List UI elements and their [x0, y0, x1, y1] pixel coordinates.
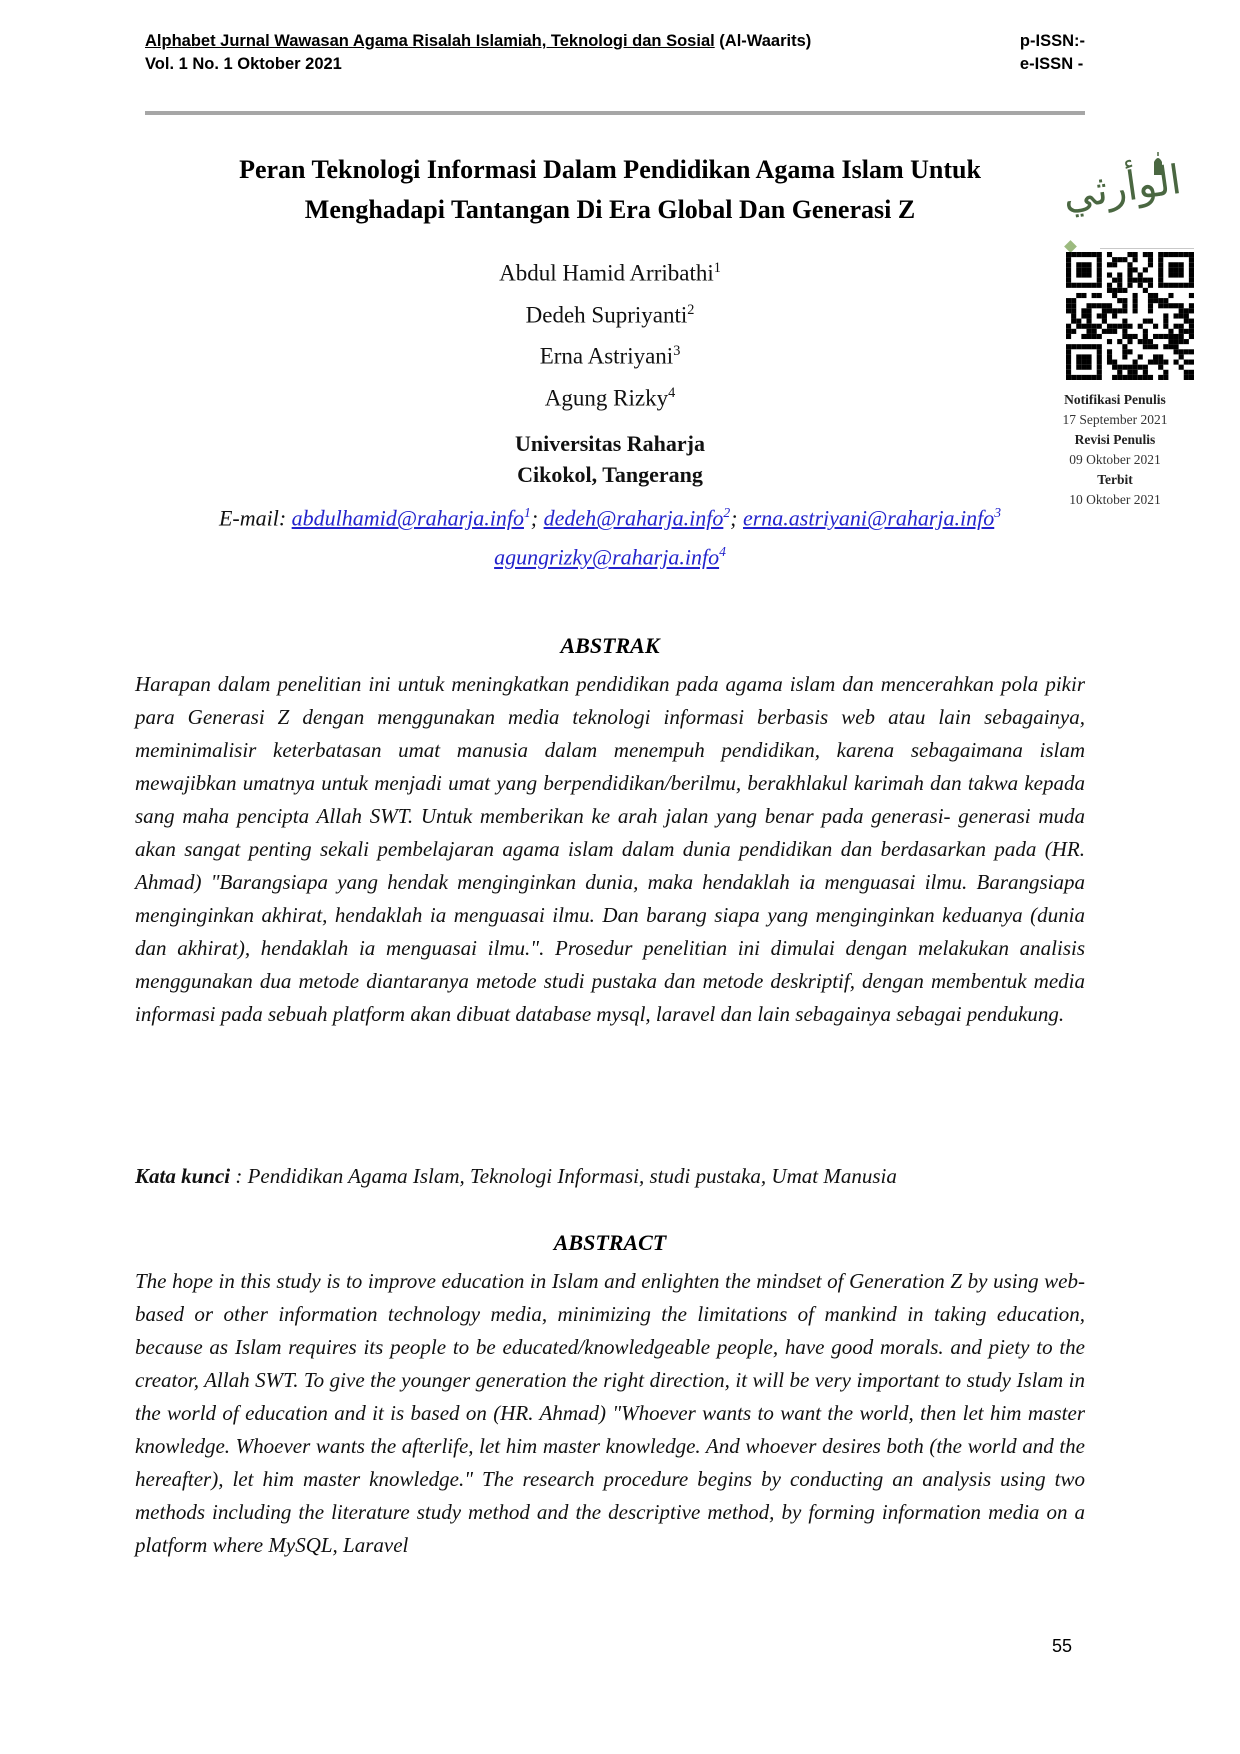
keywords-list: : Pendidikan Agama Islam, Teknologi Informasi, studi pustaka, Umat Manusia	[230, 1164, 897, 1188]
affiliation-university: Universitas Raharja	[514, 431, 706, 456]
date-value-revisi: 09 Oktober 2021	[1069, 452, 1161, 467]
logo-calligraphy: الوأرثي	[1059, 156, 1185, 220]
email-address-3: erna.astriyani@raharja.info	[742, 505, 995, 531]
issn-block	[1020, 30, 1085, 76]
author-list	[135, 250, 1085, 417]
email-sup-2: 2	[723, 505, 731, 520]
author-3	[135, 333, 1085, 375]
author-1	[135, 250, 1085, 292]
email-sup-1: 1	[523, 505, 531, 520]
date-label-terbit: Terbit	[1097, 472, 1133, 487]
author-2-name: Dedeh Supriyanti	[525, 302, 688, 328]
email-link-4[interactable]	[494, 545, 719, 570]
date-label-notifikasi: Notifikasi Penulis	[1064, 392, 1166, 407]
e-issn: e-ISSN -	[1019, 55, 1084, 73]
journal-title-suffix: (Al-Waarits)	[714, 32, 812, 50]
author-1-name: Abdul Hamid Arribathi	[499, 260, 714, 286]
abstrak-heading: ABSTRAK	[560, 633, 660, 658]
keywords-line	[135, 1160, 1085, 1193]
author-4-sup: 4	[668, 384, 676, 401]
email-address-1: abdulhamid@raharja.info	[291, 505, 524, 531]
date-value-notifikasi: 17 September 2021	[1062, 412, 1168, 427]
author-2-sup: 2	[687, 301, 695, 318]
email-line-2	[135, 535, 1085, 574]
affiliation-city: Cikokol, Tangerang	[517, 462, 703, 487]
article-title: Peran Teknologi Informasi Dalam Pendidikan Agama Islam Untuk Menghadapi Tantangan Di Era Global Dan Generasi Z	[239, 155, 981, 224]
author-1-sup: 1	[713, 260, 721, 276]
email-line-1	[135, 496, 1085, 535]
email-link-3[interactable]	[743, 505, 994, 530]
author-3-name: Erna Astriyani	[539, 343, 674, 369]
date-value-terbit: 10 Oktober 2021	[1069, 492, 1161, 507]
email-sup-4: 4	[719, 544, 726, 560]
affiliation	[135, 428, 1085, 490]
email-separator-2: ;	[730, 505, 738, 531]
page-header	[145, 30, 1085, 76]
email-address-2: dedeh@raharja.info	[543, 505, 724, 531]
email-sup-3: 3	[994, 505, 1002, 520]
journal-title-line	[145, 30, 811, 53]
email-link-1[interactable]	[292, 505, 524, 530]
header-divider	[145, 111, 1085, 115]
abstract-heading: ABSTRACT	[553, 1230, 667, 1255]
email-block	[135, 496, 1085, 575]
qr-code	[1066, 252, 1194, 380]
email-separator-1: ;	[530, 505, 539, 531]
author-2	[135, 292, 1085, 334]
author-4	[135, 375, 1085, 417]
journal-header-text	[145, 30, 811, 76]
author-4-name: Agung Rizky	[544, 385, 669, 411]
journal-logo	[1048, 152, 1198, 252]
abstrak-body: Harapan dalam penelitian ini untuk meningkatkan pendidikan pada agama islam dan mencerahkan pola pikir para Generasi Z dengan menggunakan media teknologi informasi berbasis web atau lain sebagainya, meminimalisir keterbatasan umat manusia dalam menempuh pendidikan, karena sebagaimana islam mewajibkan umatnya untuk menjadi umat yang berpendidikan/berilmu, berakhlakul karimah dan takwa kepada sang maha pencipta Allah SWT. Untuk memberikan ke arah jalan yang benar pada generasi- generasi muda akan sangat penting sekali pembelajaran agama islam dalam dunia pendidikan dan berdasarkan pada (HR. Ahmad) "Barangsiapa yang hendak menginginkan dunia, maka hendaklah ia menguasai ilmu. Barangsiapa menginginkan akhirat, hendaklah ia menguasai ilmu. Dan barang siapa yang menginginkan keduanya (dunia dan akhirat), hendaklah ia menguasai ilmu.". Prosedur penelitian ini dimulai dengan melakukan analisis menggunakan dua metode diantaranya metode studi pustaka dan metode deskriptif, dengan membentuk media informasi pada sebuah platform akan dibuat database mysql, laravel dan lain sebagainya sebagai pendukung.	[135, 672, 1085, 1026]
p-issn: p-ISSN:-	[1019, 32, 1085, 50]
page-number: 55	[1052, 1636, 1073, 1656]
logo-underline	[1100, 248, 1194, 249]
journal-volume: Vol. 1 No. 1 Oktober 2021	[145, 55, 342, 73]
email-link-2[interactable]	[544, 505, 724, 530]
email-label: E-mail:	[218, 505, 287, 531]
abstract-body: The hope in this study is to improve education in Islam and enlighten the mindset of Generation Z by using web-based or other information technology media, minimizing the limitations of mankind in taking education, because as Islam requires its people to be educated/knowledgeable people, have good morals. and piety to the creator, Allah SWT. To give the younger generation the right direction, it will be very important to study Islam in the world of education and it is based on (HR. Ahmad) "Whoever wants to want the world, then let him master knowledge. Whoever wants the afterlife, let him master knowledge. And whoever desires both (the world and the hereafter), let him master knowledge." The research procedure begins by conducting an analysis using two methods including the literature study method and the descriptive method, by forming information media on a platform where MySQL, Laravel	[135, 1269, 1085, 1557]
email-address-4: agungrizky@raharja.info	[494, 544, 720, 570]
author-3-sup: 3	[673, 343, 681, 360]
date-label-revisi: Revisi Penulis	[1074, 432, 1156, 447]
journal-title: Alphabet Jurnal Wawasan Agama Risalah Islamiah, Teknologi dan Sosial	[145, 32, 715, 50]
keywords-label: Kata kunci	[135, 1164, 231, 1188]
